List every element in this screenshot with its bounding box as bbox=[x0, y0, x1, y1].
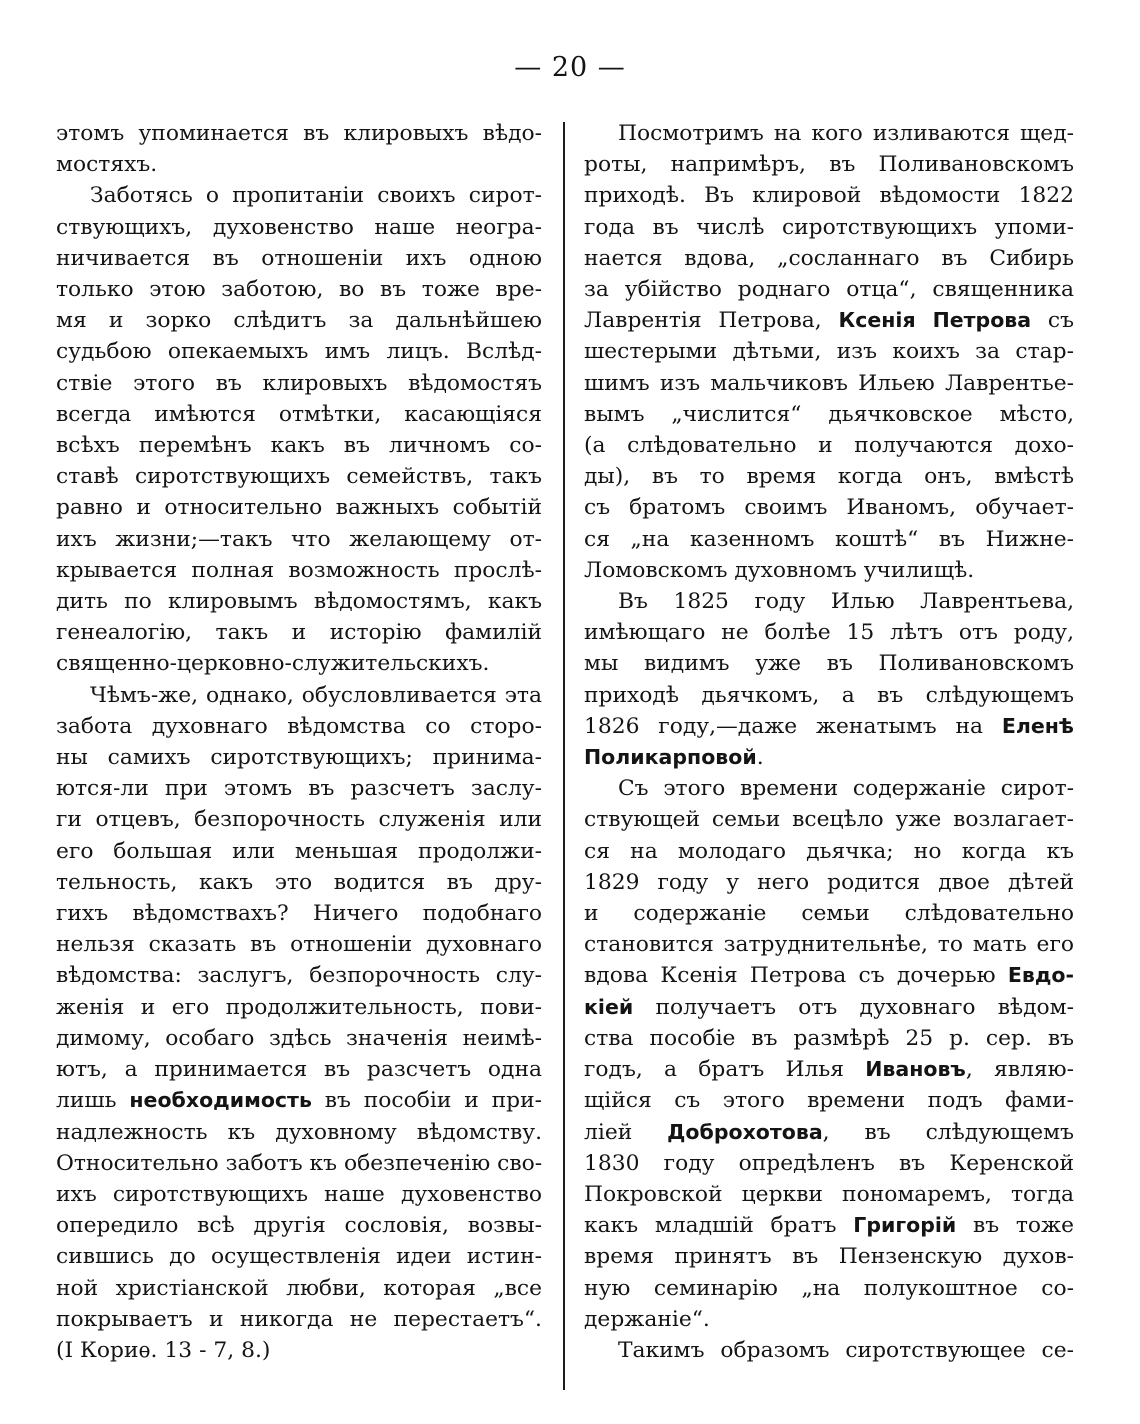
text-line bbox=[584, 1054, 1074, 1085]
text-segment: равно и относительно важныхъ событій bbox=[56, 495, 542, 521]
text-segment: ствующихъ, духовенство наше неогра- bbox=[56, 214, 542, 240]
text-line bbox=[584, 711, 1074, 742]
text-line bbox=[56, 1241, 542, 1272]
text-segment: всегда имѣются отмѣтки, касающіяся bbox=[56, 401, 542, 427]
text-line bbox=[56, 149, 542, 180]
text-segment: ются-ли при этомъ въ разсчетъ заслу- bbox=[56, 776, 542, 802]
text-line bbox=[56, 1335, 542, 1366]
text-segment: Лаврентія Петрова, bbox=[584, 308, 839, 334]
text-segment: роты, напримѣръ, въ Поливановскомъ bbox=[584, 152, 1074, 178]
text-segment: ихъ сиротствующихъ наше духовенство bbox=[56, 1181, 542, 1207]
text-segment: получаетъ отъ духовнаго вѣдом- bbox=[633, 994, 1074, 1020]
text-line bbox=[584, 336, 1074, 367]
text-segment: генеалогію, такъ и исторію фамилій bbox=[56, 620, 542, 646]
text-segment: священно-церковно-служительскихъ. bbox=[56, 651, 490, 677]
text-line bbox=[56, 648, 542, 679]
emphasized-name: Ивановъ bbox=[865, 1057, 966, 1082]
text-line bbox=[56, 118, 542, 149]
text-line bbox=[584, 274, 1074, 305]
text-segment: Относительно заботъ къ обезпеченію сво- bbox=[56, 1150, 542, 1176]
text-segment: ліей bbox=[584, 1119, 668, 1145]
text-line bbox=[56, 1117, 542, 1148]
text-segment: вѣдомства: заслугъ, безпорочность слу- bbox=[56, 963, 542, 989]
text-line bbox=[584, 305, 1074, 336]
text-segment: ную семинарію „на полукоштное со- bbox=[584, 1275, 1074, 1301]
text-segment: за убійство роднаго отца“, священника bbox=[584, 277, 1074, 303]
text-segment: мы видимъ уже въ Поливановскомъ bbox=[584, 651, 1074, 677]
text-line bbox=[584, 149, 1074, 180]
text-segment: Чѣмъ-же, однако, обусловливается эта bbox=[90, 682, 542, 708]
text-segment: Такимъ образомъ сиротствующее се- bbox=[618, 1337, 1074, 1363]
text-segment: , въ слѣдующемъ bbox=[822, 1119, 1074, 1145]
text-segment: крывается полная возможность прослѣ- bbox=[56, 557, 542, 583]
text-segment: (I Кориѳ. 13 - 7, 8.) bbox=[56, 1337, 271, 1363]
text-line bbox=[56, 430, 542, 461]
text-segment: женія и его продолжительность, пови- bbox=[56, 994, 542, 1020]
text-line bbox=[56, 1210, 542, 1241]
text-segment: ся на молодаго дьячка; но когда къ bbox=[584, 838, 1074, 864]
emphasized-name: Евдо- bbox=[1007, 963, 1074, 988]
text-segment: нается вдова, „сосланнаго въ Сибирь bbox=[584, 245, 1074, 271]
text-line bbox=[584, 1304, 1074, 1335]
text-line bbox=[584, 399, 1074, 430]
text-segment: судьбою опекаемыхъ имъ лицъ. Вслѣд- bbox=[56, 339, 542, 365]
text-line bbox=[584, 804, 1074, 835]
text-line bbox=[56, 960, 542, 991]
column-divider bbox=[563, 122, 565, 1390]
page-number: — 20 — bbox=[514, 52, 626, 83]
text-line bbox=[56, 992, 542, 1023]
text-line bbox=[584, 555, 1074, 586]
emphasized-name: Еленѣ bbox=[1001, 713, 1074, 738]
text-segment: только этою заботою, во въ тоже вре- bbox=[56, 277, 542, 303]
text-segment: дить по клировымъ вѣдомостямъ, какъ bbox=[56, 589, 542, 615]
text-segment: Покровской церкви пономаремъ, тогда bbox=[584, 1181, 1074, 1207]
text-line bbox=[56, 1148, 542, 1179]
text-segment: ставѣ сиротствующихъ семействъ, такъ bbox=[56, 464, 542, 490]
text-segment: въ тоже bbox=[956, 1213, 1074, 1239]
text-segment: время принятъ въ Пензенскую духов- bbox=[584, 1244, 1074, 1270]
text-line bbox=[56, 867, 542, 898]
text-segment: приходѣ дьячкомъ, а въ слѣдующемъ bbox=[584, 682, 1074, 708]
text-line bbox=[56, 1273, 542, 1304]
text-line bbox=[584, 992, 1074, 1023]
text-segment: держаніе“. bbox=[584, 1306, 710, 1332]
text-segment: лишь bbox=[56, 1088, 130, 1114]
text-segment: всѣхъ перемѣнъ какъ въ личномъ со- bbox=[56, 433, 542, 459]
text-segment: нельзя сказать въ отношеніи духовнаго bbox=[56, 932, 542, 958]
text-line bbox=[56, 368, 542, 399]
text-line bbox=[584, 742, 1074, 773]
text-line bbox=[56, 586, 542, 617]
text-line bbox=[584, 1179, 1074, 1210]
text-line bbox=[56, 180, 542, 211]
text-line bbox=[584, 648, 1074, 679]
text-segment: вдова Ксенія Петрова съ дочерью bbox=[584, 963, 1008, 989]
text-segment: надлежность къ духовному вѣдомству. bbox=[56, 1119, 542, 1145]
text-line bbox=[56, 836, 542, 867]
text-line bbox=[56, 1023, 542, 1054]
text-line bbox=[56, 555, 542, 586]
text-line bbox=[584, 773, 1074, 804]
text-segment: шестерыми дѣтьми, изъ коихъ за стар- bbox=[584, 339, 1074, 365]
text-segment: покрываетъ и никогда не перестаетъ“. bbox=[56, 1306, 542, 1332]
left-text-column bbox=[56, 118, 542, 1378]
text-line bbox=[584, 243, 1074, 274]
text-line bbox=[584, 118, 1074, 149]
text-segment: вымъ „числится“ дьячковское мѣсто, bbox=[584, 401, 1074, 427]
text-line bbox=[584, 1085, 1074, 1116]
text-segment: Съ этого времени содержаніе сирот- bbox=[618, 776, 1074, 802]
text-line bbox=[584, 617, 1074, 648]
text-line bbox=[584, 1023, 1074, 1054]
text-line bbox=[56, 399, 542, 430]
text-segment: Въ 1825 году Илью Лаврентьева, bbox=[618, 589, 1074, 615]
emphasized-name: Григорій bbox=[853, 1213, 957, 1238]
text-segment: ничивается въ отношеніи ихъ одною bbox=[56, 245, 542, 271]
text-segment: имѣющаго не болѣе 15 лѣтъ отъ роду, bbox=[584, 620, 1074, 646]
text-line bbox=[584, 1241, 1074, 1272]
text-segment: . bbox=[756, 745, 764, 771]
emphasized-name: необходимость bbox=[129, 1088, 312, 1113]
text-segment: Заботясь о пропитаніи своихъ сирот- bbox=[90, 183, 542, 209]
text-segment: въ пособіи и при- bbox=[311, 1088, 542, 1114]
text-segment: ствующей семьи всецѣло уже возлагает- bbox=[584, 807, 1074, 833]
text-segment: ихъ жизни;—такъ что желающему от- bbox=[56, 526, 542, 552]
text-segment: мя и зорко слѣдитъ за дальнѣйшею bbox=[56, 308, 542, 334]
text-line bbox=[56, 711, 542, 742]
text-segment: съ bbox=[1031, 308, 1074, 334]
text-segment: Посмотримъ на кого изливаются щед- bbox=[618, 121, 1074, 146]
text-line bbox=[584, 680, 1074, 711]
text-segment: его большая или меньшая продолжи- bbox=[56, 838, 542, 864]
text-line bbox=[56, 773, 542, 804]
text-segment: ды), въ то время когда онъ, вмѣстѣ bbox=[584, 464, 1074, 490]
text-segment: 1829 году у него родится двое дѣтей bbox=[584, 869, 1074, 895]
text-line bbox=[56, 742, 542, 773]
text-line bbox=[56, 804, 542, 835]
text-line bbox=[56, 212, 542, 243]
text-line bbox=[56, 336, 542, 367]
text-segment: щійся съ этого времени подъ фами- bbox=[584, 1088, 1074, 1114]
text-line bbox=[56, 492, 542, 523]
text-line bbox=[584, 524, 1074, 555]
text-line bbox=[584, 1148, 1074, 1179]
text-line bbox=[584, 586, 1074, 617]
emphasized-name: кіей bbox=[584, 994, 634, 1019]
text-line bbox=[56, 524, 542, 555]
text-segment: сившись до осуществленія идеи истин- bbox=[56, 1244, 542, 1270]
text-segment: , являю- bbox=[965, 1057, 1074, 1083]
text-segment: забота духовнаго вѣдомства со сторо- bbox=[56, 713, 542, 739]
text-segment: ной христіанской любви, которая „все bbox=[56, 1275, 542, 1301]
text-line bbox=[56, 1085, 542, 1116]
right-text-column bbox=[584, 118, 1074, 1378]
text-line bbox=[56, 1054, 542, 1085]
text-segment: мостяхъ. bbox=[56, 152, 158, 178]
text-line bbox=[584, 898, 1074, 929]
text-segment: и содержаніе семьи слѣдовательно bbox=[584, 901, 1074, 927]
text-segment: приходѣ. Въ клировой вѣдомости 1822 bbox=[584, 183, 1074, 209]
text-line bbox=[584, 1210, 1074, 1241]
text-line bbox=[584, 180, 1074, 211]
text-segment: 1826 году,—даже женатымъ на bbox=[584, 713, 1002, 739]
emphasized-name: Поликарповой bbox=[584, 745, 757, 770]
text-segment: Ломовскомъ духовномъ училищѣ. bbox=[584, 557, 975, 583]
text-segment: ства пособіе въ размѣрѣ 25 р. сер. въ bbox=[584, 1025, 1074, 1051]
text-line bbox=[56, 1304, 542, 1335]
text-line bbox=[584, 461, 1074, 492]
text-segment: ютъ, а принимается въ разсчетъ одна bbox=[56, 1057, 542, 1083]
text-segment: становится затруднительнѣе, то мать его bbox=[584, 932, 1074, 958]
text-line bbox=[584, 430, 1074, 461]
text-line bbox=[56, 898, 542, 929]
text-line bbox=[56, 1179, 542, 1210]
text-segment: гихъ вѣдомствахъ? Ничего подобнаго bbox=[56, 901, 542, 927]
text-segment: ствіе этого въ клировыхъ вѣдомостяъ bbox=[56, 370, 542, 396]
text-segment: ны самихъ сиротствующихъ; принима- bbox=[56, 745, 542, 771]
text-line bbox=[584, 960, 1074, 991]
text-line bbox=[56, 617, 542, 648]
text-line bbox=[56, 243, 542, 274]
text-segment: (а слѣдовательно и получаются дохо- bbox=[584, 433, 1074, 459]
text-line bbox=[56, 929, 542, 960]
text-segment: ги отцевъ, безпорочность служенія или bbox=[56, 807, 542, 833]
emphasized-name: Доброхотова bbox=[667, 1119, 823, 1144]
text-segment: опередило всѣ другія сословія, возвы- bbox=[56, 1213, 542, 1239]
text-line bbox=[584, 368, 1074, 399]
text-segment: димому, особаго здѣсь значенія неимѣ- bbox=[56, 1025, 542, 1051]
emphasized-name: Ксенія Петрова bbox=[838, 308, 1032, 333]
text-segment: тельность, какъ это водится въ дру- bbox=[56, 869, 542, 895]
text-line bbox=[56, 461, 542, 492]
text-line bbox=[584, 867, 1074, 898]
text-line bbox=[56, 305, 542, 336]
text-segment: года въ числѣ сиротствующихъ упоми- bbox=[584, 214, 1074, 240]
text-line bbox=[584, 1273, 1074, 1304]
text-line bbox=[584, 212, 1074, 243]
text-segment: этомъ упоминается въ клировыхъ вѣдо- bbox=[56, 121, 542, 146]
text-segment: шимъ изъ мальчиковъ Ильею Лаврентье- bbox=[584, 370, 1074, 396]
text-line bbox=[584, 836, 1074, 867]
text-segment: ся „на казенномъ коштѣ“ въ Нижне- bbox=[584, 526, 1074, 552]
text-line bbox=[584, 1117, 1074, 1148]
text-line bbox=[56, 680, 542, 711]
text-line bbox=[56, 274, 542, 305]
text-segment: годъ, а братъ Илья bbox=[584, 1057, 866, 1083]
text-line bbox=[584, 1335, 1074, 1366]
text-segment: 1830 году опредѣленъ въ Керенской bbox=[584, 1150, 1074, 1176]
text-line bbox=[584, 492, 1074, 523]
text-segment: какъ младшій братъ bbox=[584, 1213, 854, 1239]
text-segment: съ братомъ своимъ Иваномъ, обучает- bbox=[584, 495, 1074, 521]
text-line bbox=[584, 929, 1074, 960]
